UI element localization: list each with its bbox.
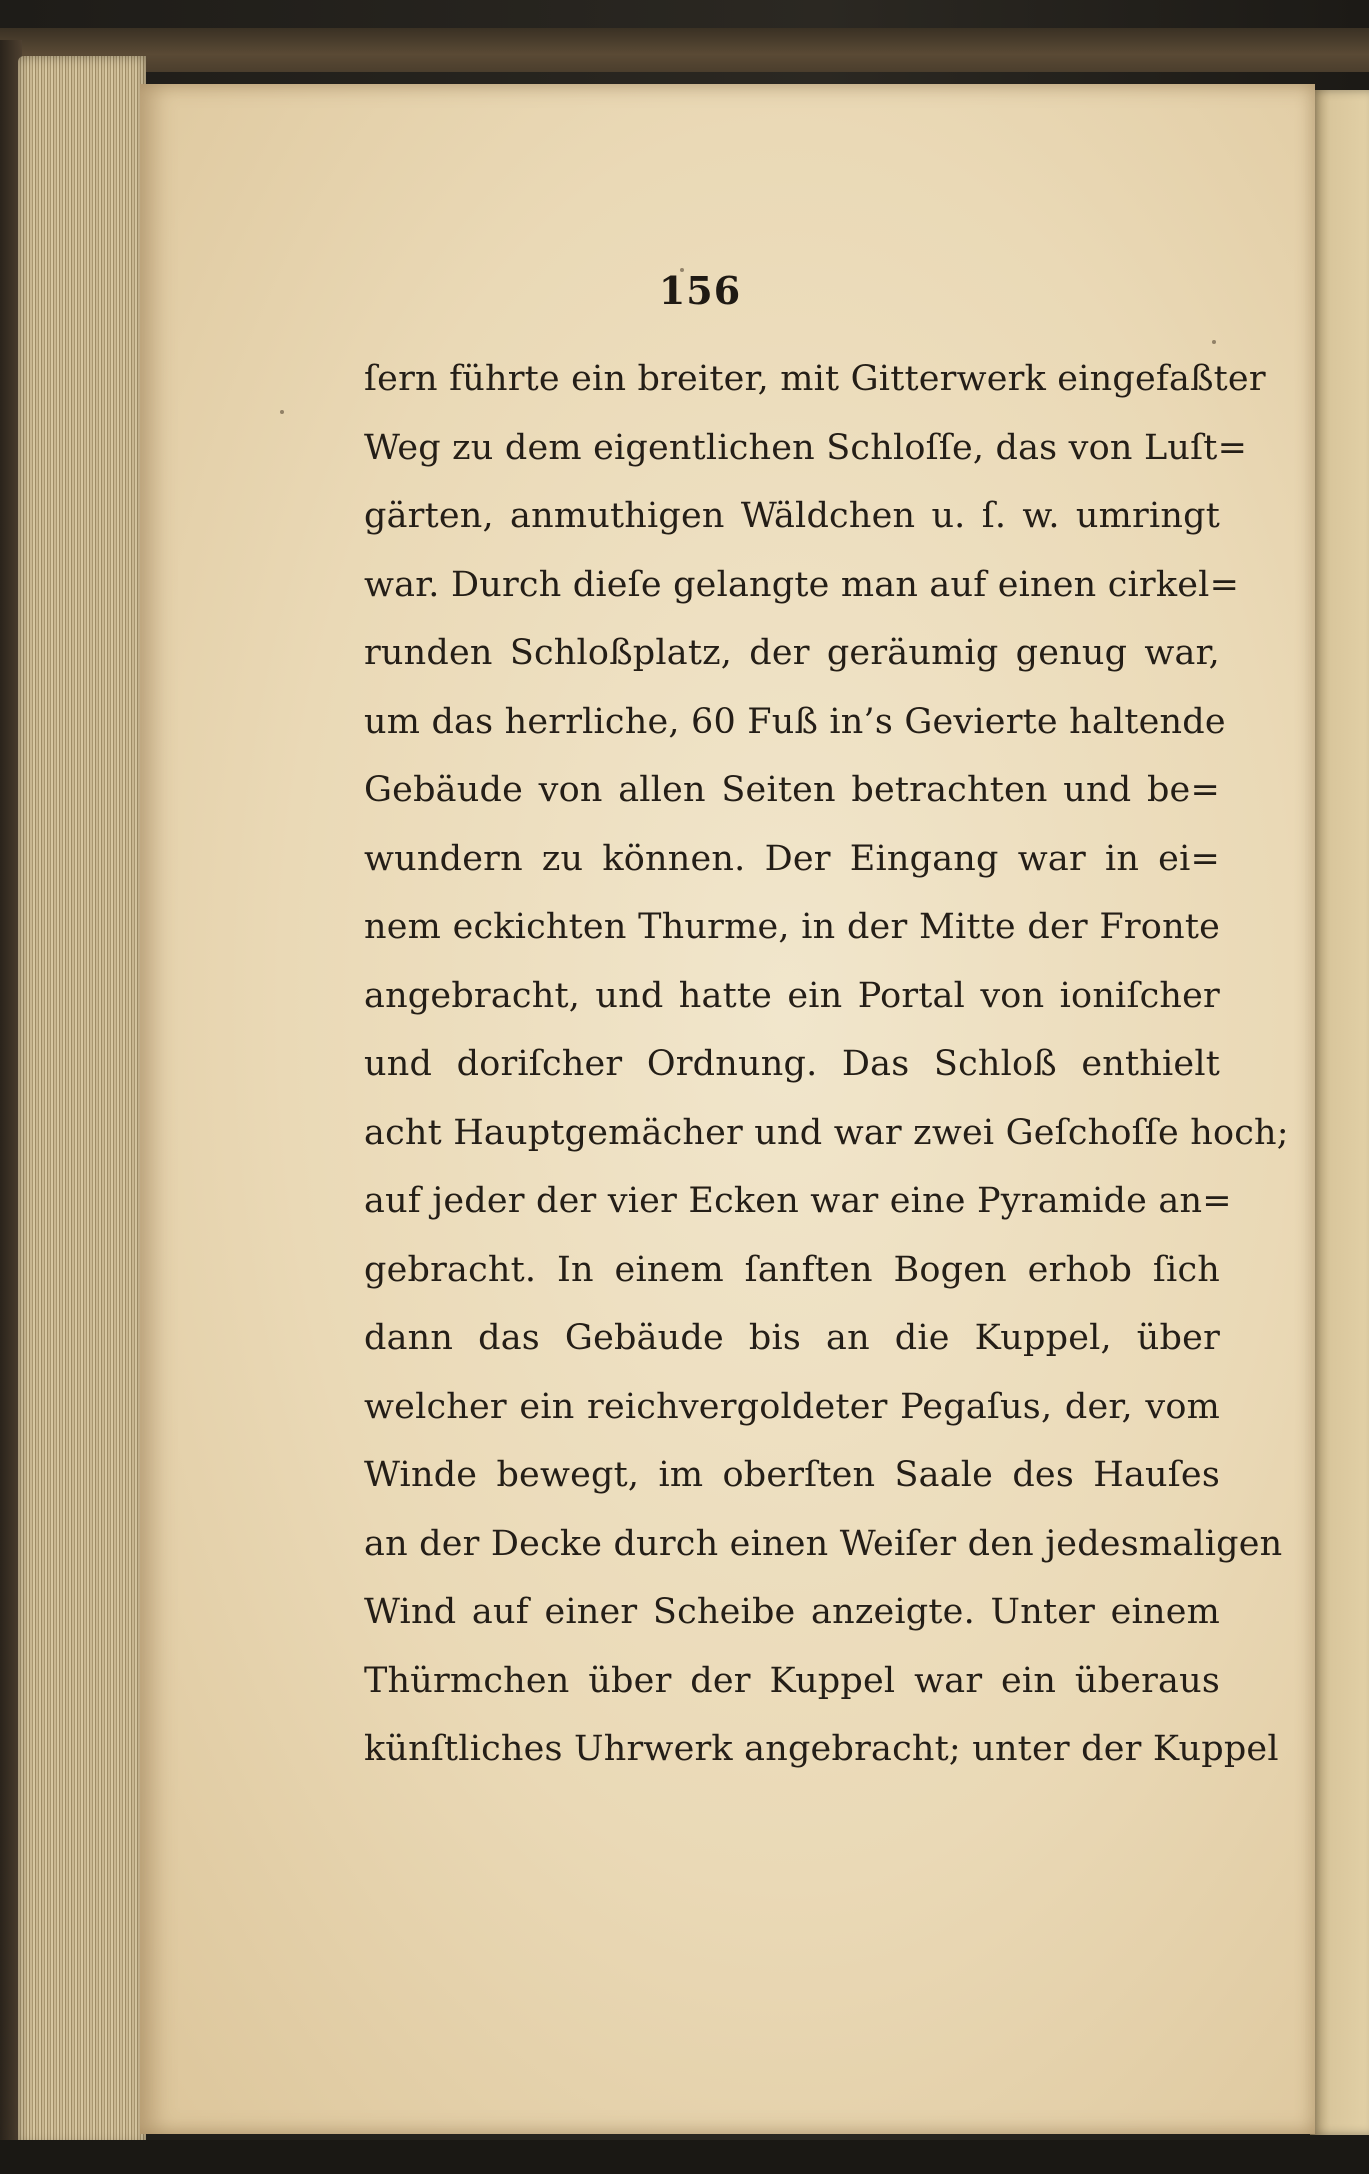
text-line: und doriſcher Ordnung. Das Schloß enthielt — [364, 1044, 1220, 1084]
book-cover-top-edge — [0, 28, 1369, 72]
text-line: runden Schloßplatz, der geräumig genug war, — [364, 633, 1220, 673]
text-line: um das herrliche, 60 Fuß in’s Gevierte haltende — [364, 701, 1226, 742]
paper-speck — [280, 410, 284, 414]
text-line: welcher ein reichvergoldeter Pegaſus, der, vom — [364, 1386, 1220, 1427]
text-line: Gebäude von allen Seiten betrachten und be= — [364, 770, 1220, 810]
body-text — [364, 345, 1289, 1784]
text-line: Weg zu dem eigentlichen Schloſſe, das von Luſt= — [364, 427, 1248, 468]
text-line: ſern führte ein breiter, mit Gitterwerk eingefaßter — [364, 359, 1266, 399]
text-line: Winde bewegt, im oberſten Saale des Hauſes — [364, 1455, 1220, 1495]
text-line: acht Hauptgemächer und war zwei Geſchoſſe hoch; — [364, 1112, 1289, 1153]
text-line: künſtliches Uhrwerk angebracht; unter der Kuppel — [364, 1729, 1279, 1769]
text-line: wundern zu können. Der Eingang war in ei= — [364, 838, 1220, 879]
text-line: dann das Gebäude bis an die Kuppel, über — [364, 1318, 1220, 1358]
page-stack-edges — [18, 56, 146, 2146]
text-line: war. Durch dieſe gelangte man auf einen cirkel= — [364, 564, 1240, 605]
book-gutter — [1310, 90, 1369, 2135]
text-line: an der Decke durch einen Weiſer den jedesmaligen — [364, 1523, 1283, 1564]
text-line: nem eckichten Thurme, in der Mitte der Fronte — [364, 907, 1220, 947]
text-line: auf jeder der vier Ecken war eine Pyramide an= — [364, 1181, 1232, 1221]
text-line: gärten, anmuthigen Wäldchen u. ſ. w. umringt — [364, 496, 1220, 536]
text-line: Thürmchen über der Kuppel war ein überaus — [364, 1660, 1220, 1701]
text-line: gebracht. In einem ſanften Bogen erhob ſich — [364, 1249, 1220, 1290]
scan-bottom-border — [0, 2140, 1369, 2174]
page-number: 156 — [658, 268, 742, 313]
text-line: angebracht, und hatte ein Portal von ioniſcher — [364, 975, 1220, 1016]
paper-speck — [1212, 340, 1216, 344]
text-line: Wind auf einer Scheibe anzeigte. Unter einem — [364, 1592, 1220, 1632]
